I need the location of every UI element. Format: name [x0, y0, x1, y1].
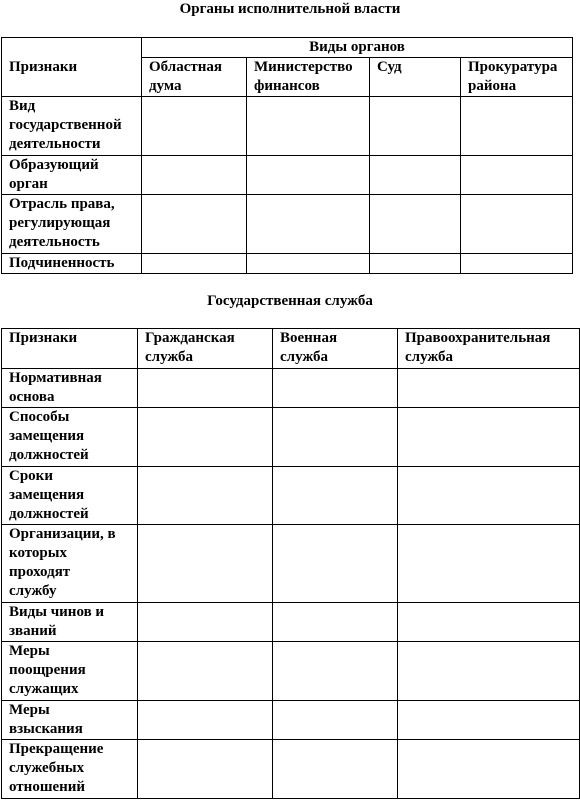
table-row	[2, 408, 580, 467]
column-header-military-service: Военная служба	[273, 329, 398, 369]
table-cell	[138, 740, 273, 799]
row-label: Меры поощрения служащих	[2, 642, 138, 701]
table-row	[2, 467, 580, 525]
column-header-ministry-finance: Министерство финансов	[247, 58, 370, 97]
civil-service-table	[1, 328, 580, 799]
table-cell	[247, 156, 370, 195]
table-cell	[142, 97, 247, 156]
table-cell	[398, 642, 580, 701]
table-cell	[398, 369, 580, 408]
executive-bodies-table	[1, 37, 573, 274]
table-cell	[138, 369, 273, 408]
column-header-civil-service: Гражданская служба	[138, 329, 273, 369]
row-label: Сроки замещения должностей	[2, 467, 138, 525]
row-label: Организации, в которых проходят службу	[2, 525, 138, 603]
row-label: Виды чинов и званий	[2, 603, 138, 642]
column-header-oblast-duma: Областная дума	[142, 58, 247, 97]
table1-header-row	[2, 38, 573, 58]
table-cell	[142, 156, 247, 195]
table-cell	[370, 97, 461, 156]
table1-title: Органы исполнительной власти	[179, 1, 401, 17]
table-row	[2, 525, 580, 603]
table-row	[2, 97, 573, 156]
table-cell	[273, 740, 398, 799]
row-label: Вид государственной деятельности	[2, 97, 142, 156]
row-label: Способы замещения должностей	[2, 408, 138, 467]
table-cell	[398, 701, 580, 740]
table-row	[2, 701, 580, 740]
table-cell	[398, 408, 580, 467]
table-cell	[370, 195, 461, 254]
table-row	[2, 369, 580, 408]
table-row	[2, 603, 580, 642]
table-cell	[398, 467, 580, 525]
table-cell	[461, 195, 573, 254]
table2-row-header: Признаки	[2, 329, 138, 369]
row-label: Нормативная основа	[2, 369, 138, 408]
table-row	[2, 740, 580, 799]
table-cell	[142, 195, 247, 254]
table1-row-header: Признаки	[2, 38, 142, 97]
table-cell	[138, 603, 273, 642]
table-cell	[461, 254, 573, 274]
table-cell	[247, 195, 370, 254]
table-cell	[273, 701, 398, 740]
table-cell	[370, 254, 461, 274]
table-cell	[461, 156, 573, 195]
table-cell	[247, 97, 370, 156]
table-cell	[138, 642, 273, 701]
table-cell	[273, 642, 398, 701]
table-cell	[142, 254, 247, 274]
row-label: Подчиненность	[2, 254, 142, 274]
table1-group-header: Виды органов	[142, 38, 573, 58]
column-header-court: Суд	[370, 58, 461, 97]
table-row	[2, 195, 573, 254]
column-header-district-prosecutor: Прокуратура района	[461, 58, 573, 97]
table-row	[2, 254, 573, 274]
row-label: Меры взыскания	[2, 701, 138, 740]
column-header-law-enforcement-service: Правоохранительная служба	[398, 329, 580, 369]
table-cell	[273, 525, 398, 603]
table-cell	[273, 603, 398, 642]
table-cell	[398, 525, 580, 603]
table-cell	[138, 525, 273, 603]
table-row	[2, 642, 580, 701]
row-label: Прекращение служебных отношений	[2, 740, 138, 799]
table-cell	[370, 156, 461, 195]
table-cell	[398, 603, 580, 642]
table-cell	[273, 369, 398, 408]
row-label: Отрасль права, регулирующая деятельность	[2, 195, 142, 254]
table-row	[2, 156, 573, 195]
table-cell	[138, 467, 273, 525]
table-cell	[247, 254, 370, 274]
table-cell	[138, 701, 273, 740]
row-label: Образующий орган	[2, 156, 142, 195]
table2-title: Государственная служба	[207, 293, 373, 309]
table-cell	[273, 467, 398, 525]
table-cell	[461, 97, 573, 156]
table-cell	[273, 408, 398, 467]
table-cell	[138, 408, 273, 467]
table-cell	[398, 740, 580, 799]
table2-header-row	[2, 329, 580, 369]
